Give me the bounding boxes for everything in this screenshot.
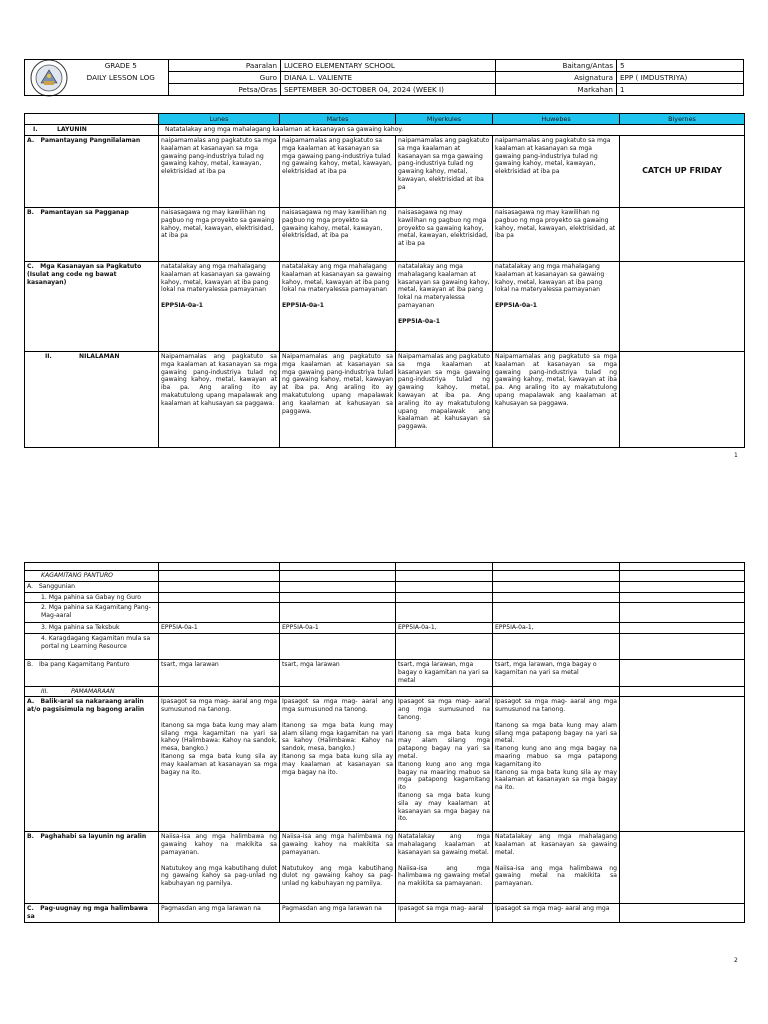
row-label: 2. Mga pahina sa Kagamitang Pang-Mag-aaral — [25, 603, 159, 623]
nilalaman-num: II. — [45, 352, 52, 360]
row-letter: A. — [27, 136, 35, 144]
petsa-label: Petsa/Oras — [169, 84, 281, 96]
table-cell: natatalakay ang mga mahalagang kaalaman at kasanayan sa gawaing kahoy, metal, kawayan at iba pang lokal na materyalessa pamayanan — [282, 262, 392, 294]
markahan-label: Markahan — [496, 84, 617, 96]
row-iba-pang-kagamitan — [25, 660, 745, 686]
row-label: 3. Mga pahina sa Teksbuk — [25, 623, 159, 634]
table-cell: naipamamalas ang pagkatuto sa mga kaalaman at kasanayan sa mga gawaing pang-industriya tulad ng gawaing kahoy, metal, kawayan, elektrisidad at iba pa — [159, 135, 280, 207]
row-pamantayan-sa-pagganap — [25, 207, 745, 261]
table-cell: Pagmasdan ang mga larawan na — [280, 904, 396, 923]
table-cell: naipamamalas ang pagkatuto sa mga kaalaman at kasanayan sa mga gawaing pang-industriya tulad ng gawaing kahoy, metal, kawayan, elektrisidad at iba pa — [493, 135, 620, 207]
baitang-value: 5 — [617, 60, 744, 72]
table-cell: Ipasagot sa mga mag- aaral ang mga — [493, 904, 620, 923]
row-kagamitang-panturo — [25, 571, 745, 582]
table-cell: Ipasagot sa mga mag- aaral ang mga sumusunod na tanong. Itanong sa mga bata kung may alam silang mga kagamitan na yari sa kahoy (Halimbawa: Kahoy na sandok, mesa, bangko.) Itanong sa mga bata kung sila ay may kaalaman at kasanayan sa mga bagay na ito. — [280, 697, 396, 832]
row-pamamaraan — [25, 686, 745, 697]
table-cell: natatalakay ang mga mahalagang kaalaman at kasanayan sa gawaing kahoy, metal, kawayan at iba pang lokal na materyalessa pamayanan — [161, 262, 271, 294]
table-cell: tsart, mga larawan — [159, 660, 280, 686]
layunin-text: Natatalakay ang mga mahalagang kaalaman at kasanayan sa gawaing kahoy. — [159, 125, 745, 136]
competency-code: EPP5IA-0a-1 — [495, 302, 537, 310]
day-martes: Martes — [280, 114, 396, 125]
guro-label: Guro — [169, 72, 281, 84]
row-label: Pamantayan sa Pagganap — [40, 208, 129, 216]
row-label: 4. Karagdagang Kagamitan mula sa portal ng Learning Resource — [25, 634, 159, 660]
header-table — [24, 59, 744, 96]
row-label: Iba pang Kagamitang Panturo — [38, 661, 130, 669]
row-letter: A. — [27, 698, 35, 706]
pamamaraan-label: PAMAMARAAN — [71, 687, 115, 695]
page-number-2: 2 — [734, 957, 738, 964]
competency-code: EPP5IA-0a-1 — [282, 302, 324, 310]
kagamitan-label: KAGAMITANG PANTURO — [25, 571, 159, 582]
pamamaraan-num: III. — [41, 687, 49, 695]
guro-value: DIANA L. VALIENTE — [281, 72, 496, 84]
row-pag-uugnay — [25, 904, 745, 923]
row-nilalaman — [25, 351, 745, 447]
paaralan-label: Paaralan — [169, 60, 281, 72]
day-lunes: Lunes — [159, 114, 280, 125]
table-cell: Naipamamalas ang pagkatuto sa mga kaalaman at kasanayan sa mga gawaing pang-industriya tulad ng gawaing kahoy, metal, kawayan at iba pa. Ang araling ito ay makatutulong upang mapalawak ang kaalaman at kahusayan sa paggawa. — [493, 351, 620, 447]
table-cell: naipamamalas ang pagkatuto sa mga kaalaman at kasanayan sa mga gawaing pang-industriya tulad ng gawaing kahoy, metal, kawayan, elektrisidad at iba pa — [280, 135, 396, 207]
row-letter: A. — [27, 582, 33, 590]
table-cell: naisasagawa ng may kawilihan ng pagbuo ng mga proyekto sa gawaing kahoy, metal, kawayan, elektrisidad, at iba pa — [396, 207, 493, 261]
table-cell: naisasagawa ng may kawilihan ng pagbuo ng mga proyekto sa gawaing kahoy, metal, kawayan, elektrisidad, at iba pa — [493, 207, 620, 261]
table-cell: Pagmasdan ang mga larawan na — [159, 904, 280, 923]
table-cell: natatalakay ang mga mahalagang kaalaman at kasanayan sa gawaing kahoy, metal, kawayan at iba pang lokal na materyalessa pamayanan — [495, 262, 605, 294]
row-gabay-ng-guro — [25, 592, 745, 603]
asignatura-value: EPP ( IMDUSTRIYA) — [617, 72, 744, 84]
row-label: Pamantayang Pangnilalaman — [40, 136, 141, 144]
table-cell: Ipasagot sa mga mag- aaral ang mga sumusunod na tanong. Itanong sa mga bata kung may alam silang mga patapong bagay na yari sa metal. Itanong kung ano ang mga bagay na maaring mabuo sa mga patapong kagamitang ito Itanong sa mga bata kung sila ay may kaalaman at kasanayan sa mga bagay na ito. — [396, 697, 493, 832]
layunin-label: LAYUNIN — [57, 126, 87, 134]
grade-label: GRADE 5 — [74, 60, 169, 72]
layunin-num: I. — [33, 126, 38, 134]
lesson-table-page1 — [24, 113, 745, 448]
table-cell: Ipasagot sa mga mag- aaral ang mga sumusunod na tanong. Itanong sa mga bata kung may alam silang mga kagamitan na yari sa kahoy (Halimbawa: Kahoy na sandok, mesa, bangko.) Itanong sa mga bata kung sila ay may kaalaman at kasanayan sa mga bagay na ito. — [159, 697, 280, 832]
competency-code: EPP5IA-0a-1 — [398, 317, 440, 325]
table-cell: Ipasagot sa mga mag- aaral — [396, 904, 493, 923]
layunin-row — [25, 125, 745, 136]
row-paghahabi — [25, 832, 745, 904]
table-cell: tsart, mga larawan — [280, 660, 396, 686]
table-cell: naisasagawa ng may kawilihan ng pagbuo ng mga proyekto sa gawaing kahoy, metal, kawayan, elektrisidad, at iba pa — [280, 207, 396, 261]
row-letter: B. — [27, 661, 34, 669]
nilalaman-label: NILALAMAN — [79, 352, 120, 360]
row-teksbuk — [25, 623, 745, 634]
table-cell: naisasagawa ng may kawilihan ng pagbuo ng mga proyekto sa gawaing kahoy, metal, kawayan, elektrisidad, at iba pa — [159, 207, 280, 261]
table-cell: EPP5IA-0a-1 — [280, 623, 396, 634]
row-letter: C. — [27, 905, 34, 913]
row-balik-aral — [25, 697, 745, 832]
row-label: Paghahabi sa layunin ng aralin — [40, 833, 147, 841]
catch-up-friday: CATCH UP FRIDAY — [620, 135, 745, 207]
row-learning-resource — [25, 634, 745, 660]
table-cell: tsart, mga larawan, mga bagay o kagamitan na yari sa metal — [493, 660, 620, 686]
lesson-table-page2 — [24, 562, 745, 923]
row-label: Pag-uugnay ng mga halimbawa sa — [27, 905, 148, 921]
row-label: Sanggunian — [38, 582, 76, 590]
table-cell: Naipamamalas ang pagkatuto sa mga kaalaman at kasanayan sa mga gawaing pang-industriya tulad ng gawaing kahoy, metal, kawayan at iba pa. Ang araling ito ay makatutulong upang mapalawak ang kaalaman at kahusayan sa paggawa. — [280, 351, 396, 447]
days-header-row — [25, 114, 745, 125]
table-cell: EPP5IA-0a-1 — [159, 623, 280, 634]
day-miyerkules: Miyerkules — [396, 114, 493, 125]
table-cell: EPP5IA-0a-1, — [396, 623, 493, 634]
row-kasanayan-sa-pagkatuto — [25, 261, 745, 351]
baitang-label: Baitang/Antas — [496, 60, 617, 72]
table-cell: Naiisa-isa ang mga halimbawa ng gawaing kahoy na makikita sa pamayanan. Natutukoy ang mga kabutihang dulot ng gawaing kahoy sa pag-unlad ng kabuhayan ng pamilya. — [159, 832, 280, 904]
row-sanggunian — [25, 581, 745, 592]
table-cell: Natatalakay ang mga mahalagang kaalaman at kasanayan sa gawaing metal. Naiisa-isa ang mga halimbawa ng gawaing metal na makikita sa pamayanan. — [493, 832, 620, 904]
petsa-value: SEPTEMBER 30-OCTOBER 04, 2024 (WEEK I) — [281, 84, 496, 96]
page-number-1: 1 — [734, 452, 738, 459]
row-label: Balik-aral sa nakaraang aralin at/o pagsisimula ng bagong aralin — [27, 698, 145, 714]
row-label: Mga Kasanayan sa Pagkatuto (Isulat ang code ng bawat kasanayan) — [27, 262, 142, 286]
row-pamantayang-pangnilalaman — [25, 135, 745, 207]
row-kagamitang-pang-mag-aaral — [25, 603, 745, 623]
table-cell: natatalakay ang mga mahalagang kaalaman at kasanayan sa gawaing kahoy, metal, kawayan at iba pang lokal na materyalessa pamayanan — [398, 262, 490, 309]
row-label: 1. Mga pahina sa Gabay ng Guro — [25, 592, 159, 603]
table-cell: Naiisa-isa ang mga halimbawa ng gawaing kahoy na makikita sa pamayanan. Natutukoy ang mga kabutihang dulot ng gawaing kahoy sa pag-unlad ng kabuhayan ng pamilya. — [280, 832, 396, 904]
row-letter: B. — [27, 208, 34, 216]
asignatura-label: Asignatura — [496, 72, 617, 84]
day-huwebes: Huwebes — [493, 114, 620, 125]
table-cell: Naipamamalas ang pagkatuto sa mga kaalaman at kasanayan sa mga gawaing pang-industriya tulad ng gawaing kahoy, metal, kawayan at iba pa. Ang araling ito ay makatutulong upang mapalawak ang kaalaman at kahusayan sa paggawa. — [159, 351, 280, 447]
day-biyernes: Biyernes — [620, 114, 745, 125]
table-cell: Naipamamalas ang pagkatuto sa mga kaalaman at kasanayan sa mga gawaing pang-industriya tulad ng gawaing kahoy, metal, kawayan at iba pa. Ang araling ito ay makatutulong upang mapalawak ang kaalaman at kahusayan sa paggawa. — [396, 351, 493, 447]
table-cell: naipamamalas ang pagkatuto sa mga kaalaman at kasanayan sa mga gawaing pang-industriya tulad ng gawaing kahoy, metal, kawayan, elektrisidad at iba pa — [396, 135, 493, 207]
table-cell: Ipasagot sa mga mag- aaral ang mga sumusunod na tanong. Itanong sa mga bata kung may alam silang mga patapong bagay na yari sa metal. Itanong kung ano ang mga bagay na maaring mabuo sa mga patapong kagamitang ito Itanong sa mga bata kung sila ay may kaalaman at kasanayan sa mga bagay na ito. — [493, 697, 620, 832]
paaralan-value: LUCERO ELEMENTARY SCHOOL — [281, 60, 496, 72]
table-cell: tsart, mga larawan, mga bagay o kagamitan na yari sa metal — [396, 660, 493, 686]
row-letter: C. — [27, 262, 34, 270]
table-cell: EPP5IA-0a-1, — [493, 623, 620, 634]
table-cell: Natatalakay ang mga mahalagang kaalaman at kasanayan sa gawaing metal. Naiisa-isa ang mga halimbawa ng gawaing metal na makikita sa pamayanan. — [396, 832, 493, 904]
log-title: DAILY LESSON LOG — [74, 72, 169, 84]
row-letter: B. — [27, 833, 34, 841]
markahan-value: 1 — [617, 84, 744, 96]
competency-code: EPP5IA-0a-1 — [161, 302, 203, 310]
